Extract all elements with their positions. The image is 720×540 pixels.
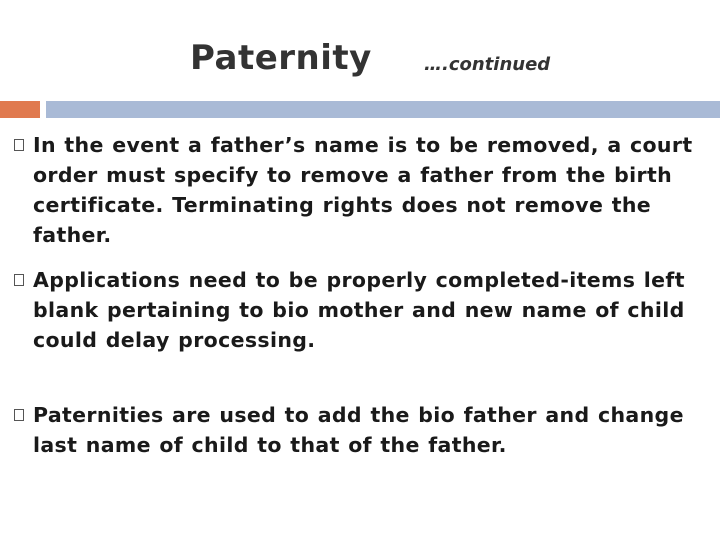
slide-subtitle: ….continued — [424, 54, 551, 75]
square-bullet-icon — [14, 139, 24, 151]
slide-title: Paternity — [190, 38, 372, 78]
bullet-text: In the event a father’s name is to be removed, a court order must specify to remove a father from the birth certificate. Terminating rights does not remove the father. — [33, 133, 693, 247]
bullet-text: Applications need to be properly completed-items left blank pertaining to bio mother and new name of child could delay processing. — [33, 268, 685, 352]
bullet-text: Paternities are used to add the bio father and change last name of child to that of the father. — [33, 403, 684, 457]
square-bullet-icon — [14, 274, 24, 286]
accent-bar — [46, 101, 720, 118]
square-bullet-icon — [14, 409, 24, 421]
accent-block — [0, 101, 40, 118]
